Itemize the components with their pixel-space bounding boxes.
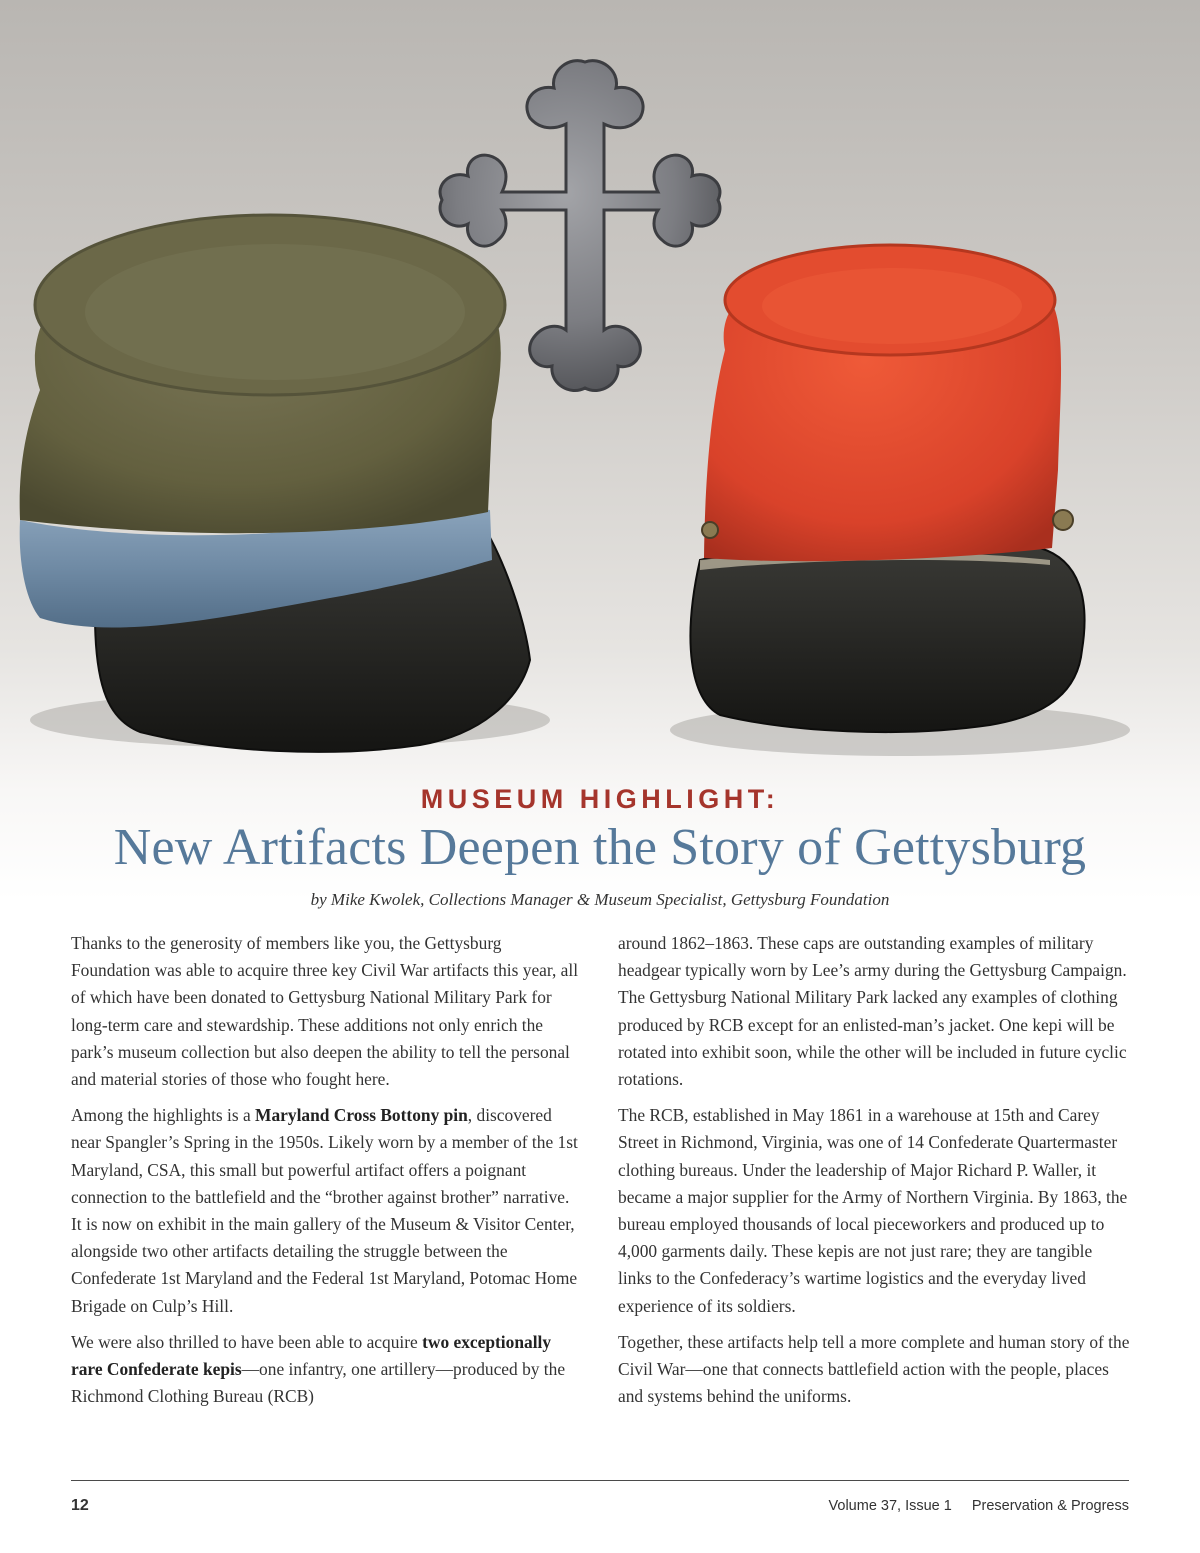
paragraph-cross-pin: Among the highlights is a Maryland Cross Bottony pin, discovered near Spangler’s Spring in the 1950s. Likely worn by a member of the 1st Maryland, CSA, this small but powerful artifact offers a poignant connection to the battlefield and the “brother against brother” narrative. It is now on exhibit in the main gallery of the Museum & Visitor Center, alongside two other artifacts detailing the struggle between the Confederate 1st Maryland and the Federal 1st Maryland, Potomac Home Brigade on Culp’s Hill. — [71, 1105, 578, 1316]
paragraph-rcb-history: The RCB, established in May 1861 in a warehouse at 15th and Carey Street in Richmond, Virginia, was one of 14 Confederate Quartermaster clothing bureaus. Under the leadership of Major Richard P. Waller, it became a major supplier for the Army of Northern Virginia. By 1863, the bureau employed thousands of local pieceworkers and produced up to 4,000 garments daily. These kepis are not just rare; they are tangible links to the Confederacy’s wartime logistics and the everyday lived experience of its soldiers. — [618, 1105, 1128, 1316]
article-title: New Artifacts Deepen the Story of Gettysburg — [113, 819, 1087, 876]
artillery-kepi — [670, 245, 1130, 756]
paragraph-kepis-continued: around 1862–1863. These caps are outstanding examples of military headgear typically worn by Lee’s army during the Gettysburg Campaign. The Gettysburg National Military Park lacked any examples of clothing produced by RCB except for an enlisted-man’s jacket. One kepi will be rotated into exhibit soon, while the other will be included in future cyclic rotations. — [618, 933, 1127, 1090]
paragraph-intro: Thanks to the generosity of members like you, the Gettysburg Foundation was able to acquire three key Civil War artifacts this year, all of which have been donated to Gettysburg National Military Park for long-term care and stewardship. These additions not only enrich the park’s museum collection but also deepen the ability to tell the personal and material stories of those who fought here. — [71, 933, 579, 1090]
footer-divider — [71, 1480, 1129, 1481]
volume-issue: Volume 37, Issue 1 — [828, 1498, 952, 1514]
article-kicker: MUSEUM HIGHLIGHT: — [420, 784, 780, 814]
publication-name: Preservation & Progress — [971, 1498, 1129, 1514]
infantry-kepi — [20, 215, 550, 752]
page-number: 12 — [71, 1497, 89, 1514]
article-column-right — [618, 930, 1130, 1419]
footer-publication-info — [829, 1498, 1129, 1514]
article-byline: by Mike Kwolek, Collections Manager & Museum Specialist, Gettysburg Foundation — [310, 890, 890, 909]
paragraph-conclusion: Together, these artifacts help tell a more complete and human story of the Civil War—one that connects battlefield action with the people, places and systems behind the uniforms. — [618, 1331, 1130, 1407]
highlight-kepis: two exceptionally rare Confederate kepis — [71, 1331, 552, 1380]
paragraph-kepis: We were also thrilled to have been able to acquire two exceptionally rare Confederate kepis—one infantry, one artillery—produced by the Richmond Clothing Bureau (RCB) — [71, 1331, 566, 1407]
article-column-left — [71, 930, 583, 1419]
highlight-cross-pin: Maryland Cross Bottony pin — [255, 1105, 468, 1126]
